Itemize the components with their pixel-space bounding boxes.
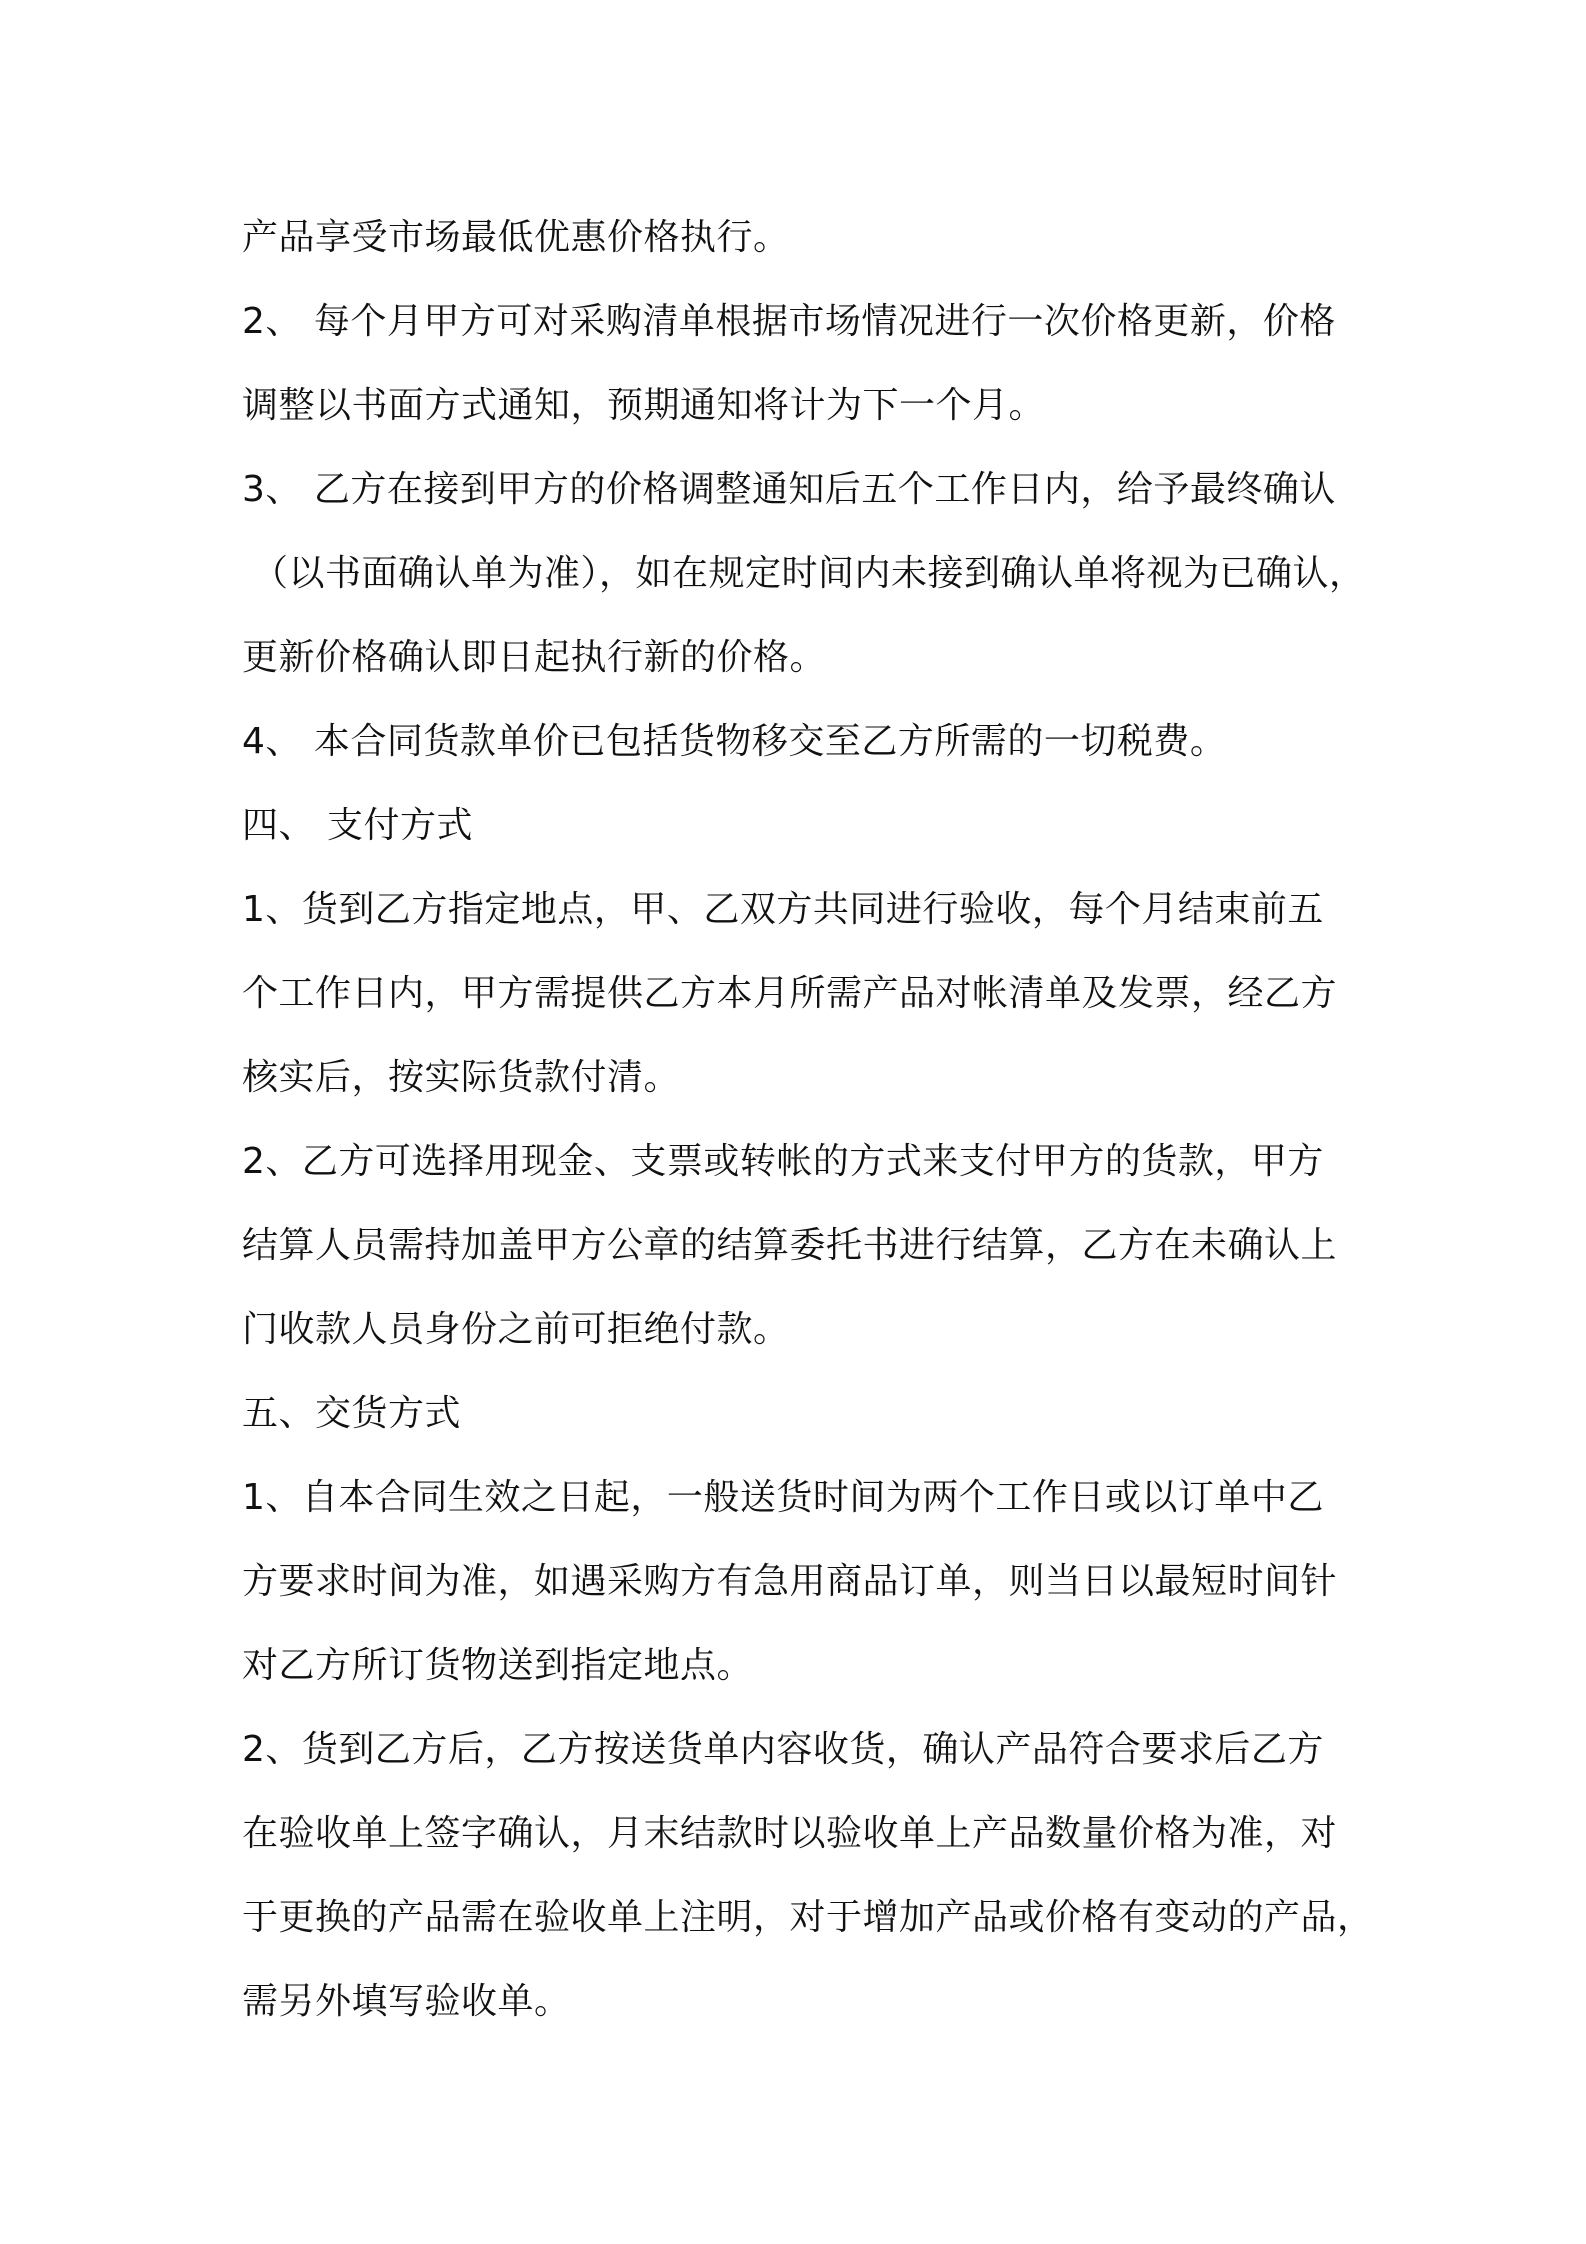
text-line: 3、 乙方在接到甲方的价格调整通知后五个工作日内，给予最终确认 [242,469,1336,510]
text-line: 1、自本合同生效之日起，一般送货时间为两个工作日或以订单中乙 [242,1477,1324,1518]
text-line: 2、 每个月甲方可对采购清单根据市场情况进行一次价格更新，价格 [242,301,1336,342]
section-heading: 四、 支付方式 [242,805,473,846]
document-body [242,196,1372,2044]
text-line: 2、货到乙方后，乙方按送货单内容收货，确认产品符合要求后乙方 [242,1729,1324,1770]
text-line: 个工作日内，甲方需提供乙方本月所需产品对帐清单及发票，经乙方 [242,973,1338,1014]
text-line: 方要求时间为准，如遇采购方有急用商品订单，则当日以最短时间针 [242,1561,1338,1602]
text-line: 调整以书面方式通知，预期通知将计为下一个月。 [242,385,1046,426]
text-line: 更新价格确认即日起执行新的价格。 [242,637,827,678]
text-line: 对乙方所订货物送到指定地点。 [242,1645,754,1686]
text-line: 结算人员需持加盖甲方公章的结算委托书进行结算，乙方在未确认上 [242,1225,1338,1266]
text-line: 2、乙方可选择用现金、支票或转帐的方式来支付甲方的货款，甲方 [242,1141,1324,1182]
section-heading: 五、交货方式 [242,1393,462,1434]
text-line: 核实后，按实际货款付清。 [242,1057,681,1098]
text-line: （以书面确认单为准），如在规定时间内未接到确认单将视为已确认， [252,553,1366,594]
text-line: 门收款人员身份之前可拒绝付款。 [242,1309,790,1350]
text-line: 4、 本合同货款单价已包括货物移交至乙方所需的一切税费。 [242,721,1227,762]
text-line: 产品享受市场最低优惠价格执行。 [242,217,790,258]
text-line: 需另外填写验收单。 [242,1981,571,2022]
text-line: 1、货到乙方指定地点，甲、乙双方共同进行验收，每个月结束前五 [242,889,1324,930]
text-line: 于更换的产品需在验收单上注明，对于增加产品或价格有变动的产品， [242,1897,1374,1938]
text-line: 在验收单上签字确认，月末结款时以验收单上产品数量价格为准，对 [242,1813,1338,1854]
